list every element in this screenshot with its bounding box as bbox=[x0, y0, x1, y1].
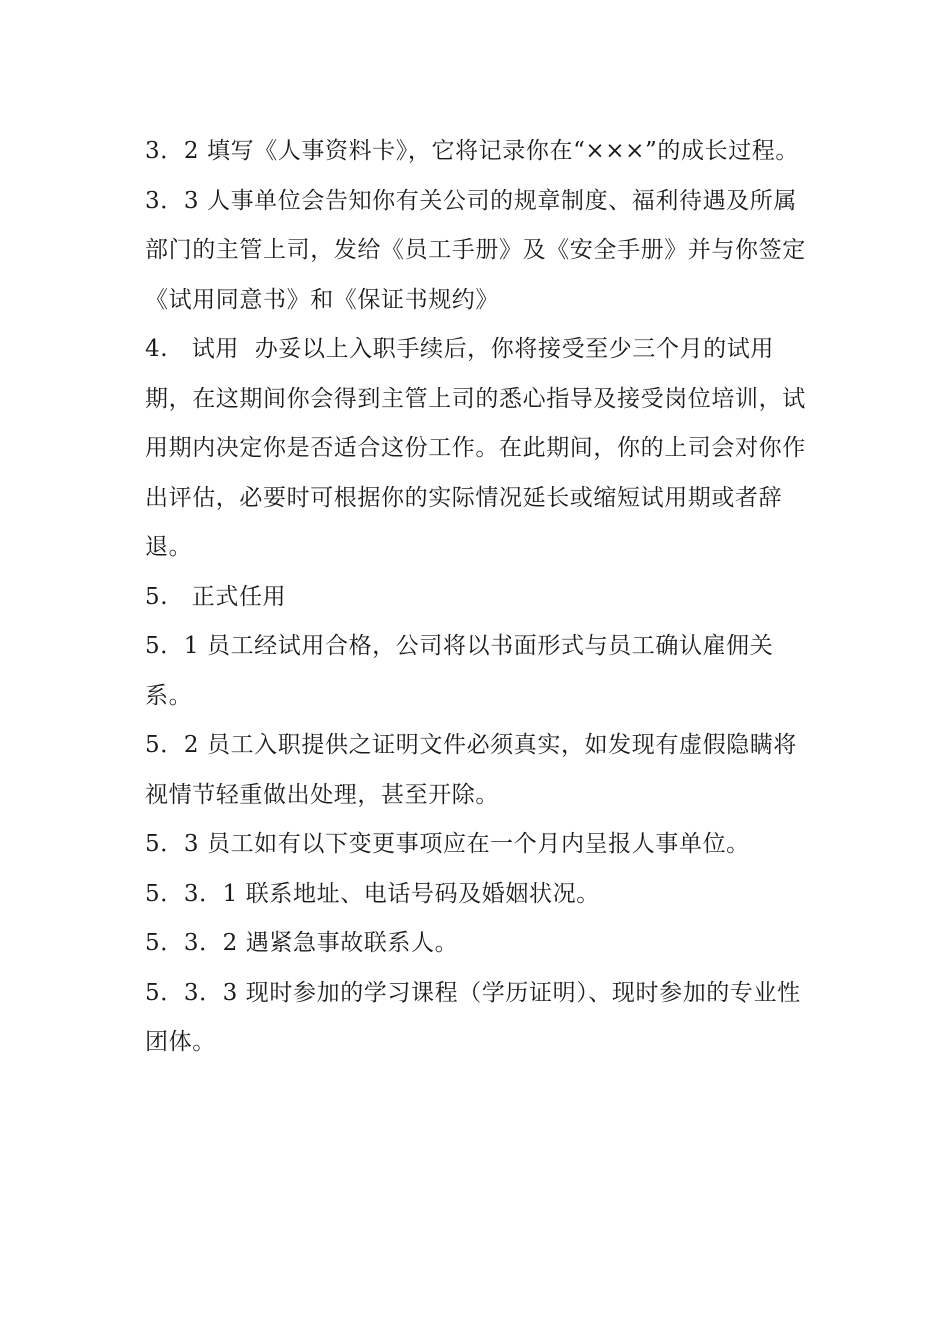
paragraph-3-2: 3．2 填写《人事资料卡》，它将记录你在“×××”的成长过程。 bbox=[145, 138, 800, 164]
paragraph-5-3-2: 5．3．2 遇紧急事故联系人。 bbox=[145, 930, 459, 956]
paragraph-4-probation: 4. 试用 办妥以上入职手续后，你将接受至少三个月的试用期，在这期间你会得到主管上司的悉心指导及接受岗位培训，试用期内决定你是否适合这份工作。在此期间，你的上司会对你作出评估，必要时可根据你的实际情况延长或缩短试用期或者辞退。 bbox=[145, 336, 806, 560]
paragraph-5-2: 5．2 员工入职提供之证明文件必须真实，如发现有虚假隐瞒将视情节轻重做出处理，甚至开除。 bbox=[145, 732, 797, 808]
paragraph-3-3: 3．3 人事单位会告知你有关公司的规章制度、福利待遇及所属部门的主管上司，发给《员工手册》及《安全手册》并与你签定《试用同意书》和《保证书规约》 bbox=[145, 187, 806, 313]
paragraph-5-3-3: 5．3．3 现时参加的学习课程（学历证明）、现时参加的专业性团体。 bbox=[145, 979, 801, 1055]
document-body bbox=[145, 127, 810, 1068]
paragraph-5-1: 5．1 员工经试用合格，公司将以书面形式与员工确认雇佣关系。 bbox=[145, 633, 774, 709]
paragraph-5-heading: 5. 正式任用 bbox=[145, 583, 287, 610]
paragraph-5-3: 5．3 员工如有以下变更事项应在一个月内呈报人事单位。 bbox=[145, 831, 750, 857]
paragraph-5-3-1: 5．3．1 联系地址、电话号码及婚姻状况。 bbox=[145, 880, 600, 907]
